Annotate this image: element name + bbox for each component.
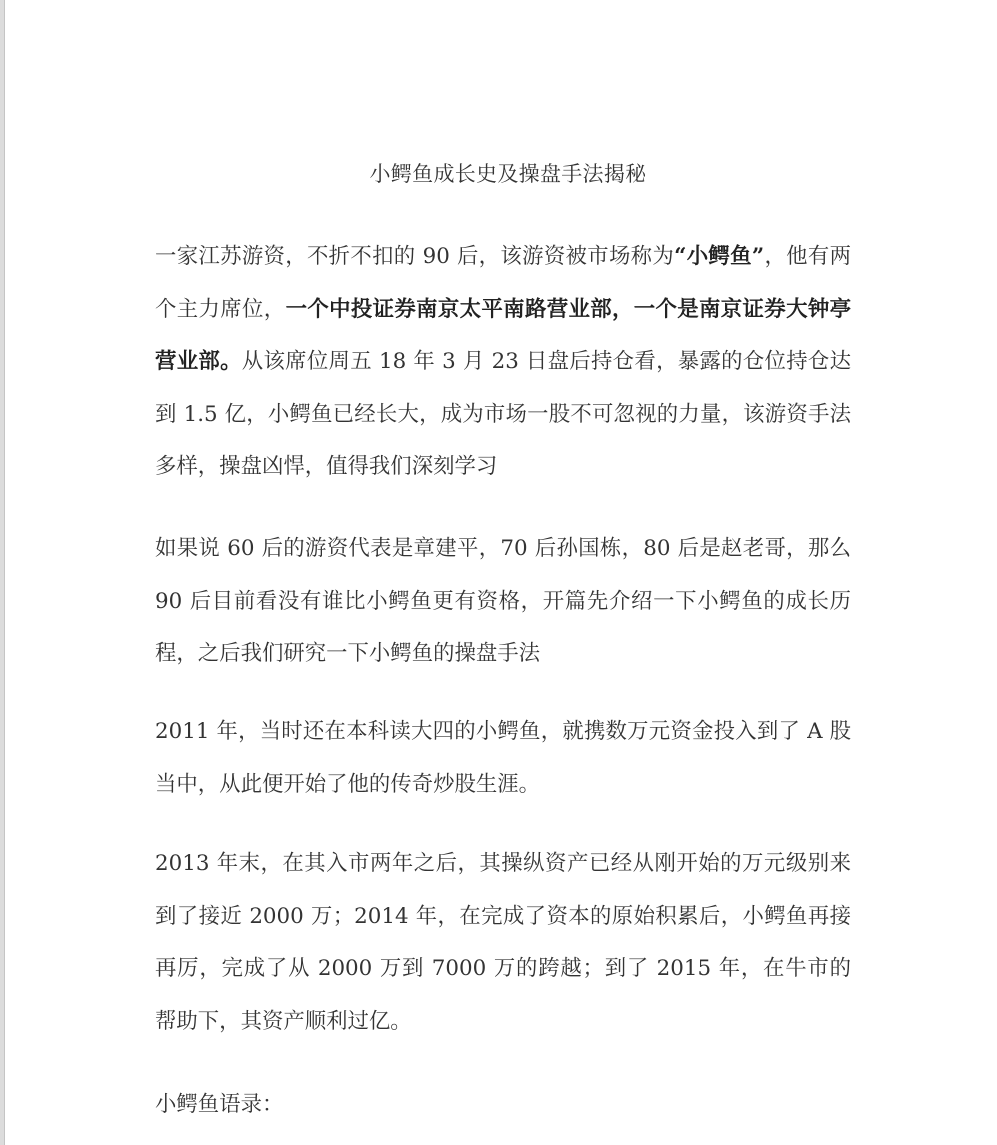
paragraph-intro [155,231,851,494]
paragraph-quotes-heading: 小鳄鱼语录： [155,1092,284,1117]
document-page [5,0,997,1145]
paragraph-year-2013-2015: 2013 年末，在其入市两年之后，其操纵资产已经从刚开始的万元级别来到了接近 2000 万；2014 年，在完成了资本的原始积累后，小鳄鱼再接再厉，完成了从 2000 万到 7000 万的跨越；到了 2015 年，在牛市的帮助下，其资产顺利过亿。 [155,851,851,1034]
paragraph-generations: 如果说 60 后的游资代表是章建平，70 后孙国栋，80 后是赵老哥，那么 90 后目前看没有谁比小鳄鱼更有资格，开篇先介绍一下小鳄鱼的成长历程，之后我们研究一下小鳄鱼的操盘手法 [155,536,851,666]
paragraph-year-2011: 2011 年，当时还在本科读大四的小鳄鱼，就携数万元资金投入到了 A 股当中，从此便开始了他的传奇炒股生涯。 [155,719,851,797]
intro-seats-bold: 一个中投证券南京太平南路营业部，一个是南京证券大钟亭营业部。 [155,296,851,374]
intro-text-1: 一家江苏游资，不折不扣的 90 后，该游资被市场称为 [155,244,675,269]
intro-text-3: 从该席位周五 18 年 3 月 23 日盘后持仓看，暴露的仓位持仓达到 1.5 亿，小鳄鱼已经长大，成为市场一股不可忽视的力量，该游资手法多样，操盘凶悍，值得我们深刻学习 [155,349,851,479]
intro-nickname-bold: “小鳄鱼” [674,244,765,269]
document-title: 小鳄鱼成长史及操盘手法揭秘 [369,162,647,186]
intro-text-2: ，他有两个主力席位， [155,244,851,322]
